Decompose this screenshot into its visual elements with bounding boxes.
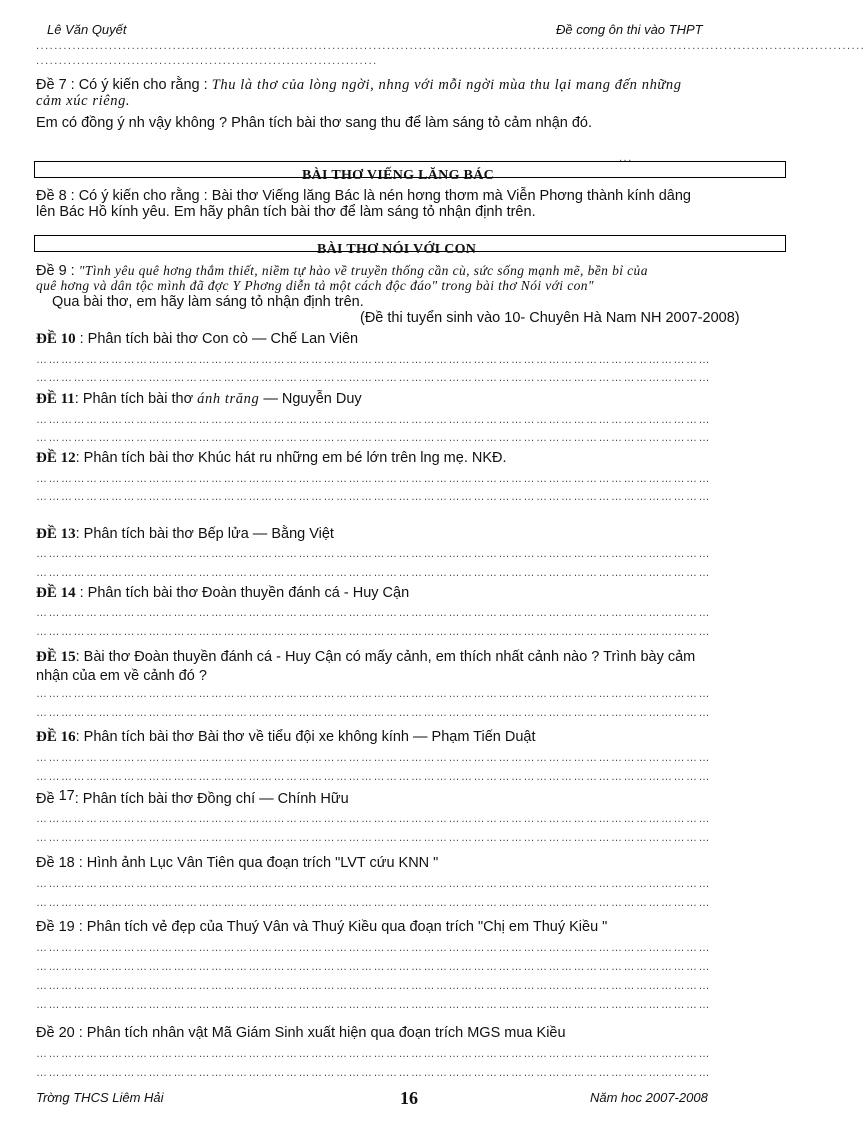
de16-line: [36, 728, 536, 746]
de7-line1: [36, 76, 682, 94]
footer-year: Năm hoc 2007-2008: [590, 1090, 708, 1105]
de9-quote-2: quê hơng và dân tộc mình đã đợc Y Phơng diễn tả một cách độc đáo" trong bài thơ Nói với con": [36, 278, 594, 293]
de13-num: ĐỀ 13: [36, 526, 76, 542]
answer-line: ………………………………………………………………………………………………………………………………………………: [36, 813, 711, 825]
section-title-noi-voi-con: BÀI THƠ NÓI VỚI CON: [317, 242, 477, 257]
section-title-vieng-lang-bac: BÀI THƠ VIẾNG LĂNG BÁC: [302, 168, 495, 183]
section-dots: ...: [619, 152, 633, 164]
de15-num: ĐỀ 15: [36, 649, 76, 665]
de15-line1: [36, 648, 695, 666]
de7-line3: Em có đồng ý nh vậy không ? Phân tích bài thơ sang thu để làm sáng tỏ cảm nhận đó.: [36, 115, 593, 131]
answer-line: ………………………………………………………………………………………………………………………………………………: [36, 1048, 711, 1060]
answer-line: ………………………………………………………………………………………………………………………………………………: [36, 473, 711, 485]
answer-line: ………………………………………………………………………………………………………………………………………………: [36, 1067, 711, 1079]
de8-line2: lên Bác Hồ kính yêu. Em hãy phân tích bài thơ để làm sáng tỏ nhận định trên.: [36, 204, 536, 220]
de19-text: Đề 19 : Phân tích vẻ đẹp của Thuý Vân và Thuý Kiều qua đoạn trích "Chị em Thuý Kiều ": [36, 919, 608, 935]
de11-italic: ánh trăng: [197, 391, 260, 407]
answer-line: ………………………………………………………………………………………………………………………………………………: [36, 432, 711, 444]
de10-line: [36, 330, 358, 348]
answer-line: ………………………………………………………………………………………………………………………………………………: [36, 897, 711, 909]
de18-text: Đề 18 : Hình ảnh Lục Vân Tiên qua đoạn trích "LVT cứu KNN ": [36, 855, 439, 871]
answer-line: ………………………………………………………………………………………………………………………………………………: [36, 832, 711, 844]
de12-text: : Phân tích bài thơ Khúc hát ru những em bé lớn trên lng mẹ. NKĐ.: [75, 450, 507, 466]
answer-line: ………………………………………………………………………………………………………………………………………………: [36, 607, 711, 619]
de14-line: [36, 584, 409, 602]
answer-line: ………………………………………………………………………………………………………………………………………………: [36, 752, 711, 764]
page-number: 16: [400, 1088, 418, 1108]
header-title: Đề cơng ôn thi vào THPT: [556, 22, 703, 37]
de8-line1: Đề 8 : Có ý kiến cho rằng : Bài thơ Viếng lăng Bác là nén hơng thơm mà Viễn Phơng thành kính dâng: [36, 188, 691, 204]
header-rule-short: ...........................................................................: [36, 55, 378, 67]
de11-line: [36, 390, 362, 408]
answer-line: ………………………………………………………………………………………………………………………………………………: [36, 999, 711, 1011]
de13-line: [36, 525, 334, 543]
de14-num: ĐỀ 14: [36, 585, 76, 601]
de9-source: (Đề thi tuyển sinh vào 10- Chuyên Hà Nam NH 2007-2008): [360, 310, 740, 326]
de13-text: : Phân tích bài thơ Bếp lửa — Bằng Việt: [75, 526, 334, 542]
header-rule: ......................................................................................................................................................................................: [36, 40, 865, 52]
de14-text: : Phân tích bài thơ Đoàn thuyền đánh cá - Huy Cận: [75, 585, 410, 601]
answer-line: ………………………………………………………………………………………………………………………………………………: [36, 414, 711, 426]
de15-text-1: : Bài thơ Đoàn thuyền đánh cá - Huy Cận có mấy cảnh, em thích nhất cảnh nào ? Trình bày cảm: [75, 649, 696, 665]
de12-line: [36, 449, 507, 467]
answer-line: ………………………………………………………………………………………………………………………………………………: [36, 372, 711, 384]
de16-num: ĐỀ 16: [36, 729, 76, 745]
de12-num: ĐỀ 12: [36, 450, 76, 466]
de10-num: ĐỀ 10: [36, 331, 76, 347]
de7-quote-2: cảm xúc riêng.: [36, 93, 131, 109]
de10-text: : Phân tích bài thơ Con cò — Chế Lan Viên: [75, 331, 359, 347]
de17-num: 17: [58, 788, 75, 804]
de17-text: : Phân tích bài thơ Đồng chí — Chính Hữu: [74, 791, 349, 807]
de11-num: ĐỀ 11: [36, 391, 75, 407]
de11-pre: : Phân tích bài thơ: [74, 391, 198, 407]
answer-line: ………………………………………………………………………………………………………………………………………………: [36, 707, 711, 719]
de17-line: [36, 790, 349, 808]
answer-line: ………………………………………………………………………………………………………………………………………………: [36, 942, 711, 954]
de7-label: Đề 7 : Có ý kiến cho rằng :: [36, 77, 212, 93]
answer-line: ………………………………………………………………………………………………………………………………………………: [36, 491, 711, 503]
answer-line: ………………………………………………………………………………………………………………………………………………: [36, 354, 711, 366]
de9-quote-1: "Tình yêu quê hơng thắm thiết, niềm tự hào về truyền thống cần cù, sức sống mạnh mẽ, bền bỉ của: [78, 263, 648, 278]
de16-text: : Phân tích bài thơ Bài thơ về tiểu đội xe không kính — Phạm Tiến Duật: [75, 729, 536, 745]
de11-post: — Nguyễn Duy: [259, 391, 362, 407]
answer-line: ………………………………………………………………………………………………………………………………………………: [36, 567, 711, 579]
answer-line: ………………………………………………………………………………………………………………………………………………: [36, 980, 711, 992]
footer-school: Trờng THCS Liêm Hải: [36, 1090, 164, 1105]
answer-line: ………………………………………………………………………………………………………………………………………………: [36, 771, 711, 783]
de20-text: Đề 20 : Phân tích nhân vật Mã Giám Sinh xuất hiện qua đoạn trích MGS mua Kiều: [36, 1025, 566, 1041]
de9-label: Đề 9 :: [36, 263, 79, 279]
de15-text-2: nhận của em về cảnh đó ?: [36, 668, 207, 684]
de9-line3: Qua bài thơ, em hãy làm sáng tỏ nhận định trên.: [52, 294, 364, 310]
answer-line: ………………………………………………………………………………………………………………………………………………: [36, 961, 711, 973]
de17-pre: Đề: [36, 791, 59, 807]
answer-line: ………………………………………………………………………………………………………………………………………………: [36, 878, 711, 890]
de7-quote-1: Thu là thơ của lòng ngời, nhng với mỗi ngời mùa thu lại mang đến những: [211, 77, 682, 93]
answer-line: ………………………………………………………………………………………………………………………………………………: [36, 548, 711, 560]
answer-line: ………………………………………………………………………………………………………………………………………………: [36, 688, 711, 700]
answer-line: ………………………………………………………………………………………………………………………………………………: [36, 626, 711, 638]
header-author: Lê Văn Quyết: [47, 22, 127, 37]
